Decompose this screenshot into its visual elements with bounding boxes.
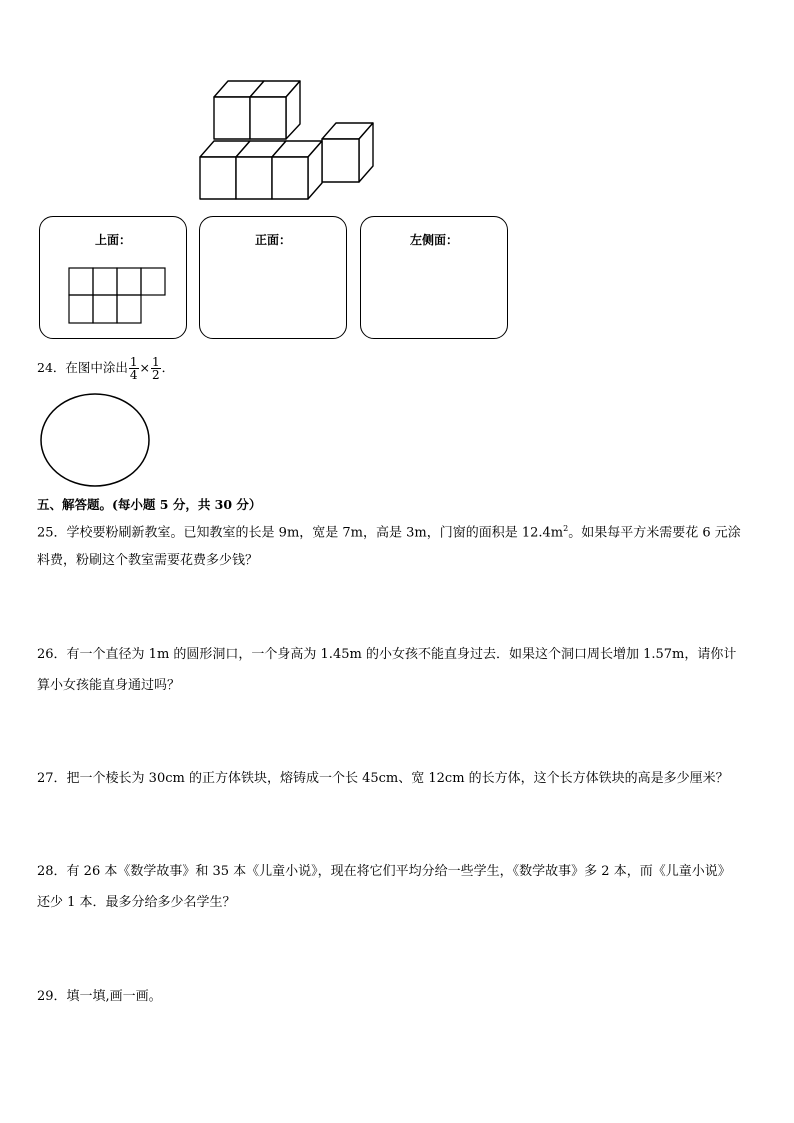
fraction-numerator: 1 — [152, 355, 160, 369]
q25-text: 25．学校要粉刷新教室。已知教室的长是 9m，宽是 7m，高是 3m，门窗的面积是 12.4m — [37, 525, 564, 541]
question-28-line-2: 还少 1 本．最多分给多少名学生？ — [37, 895, 236, 910]
q25-text-end: 。如果每平方米需要花 6 元涂 — [568, 525, 741, 541]
question-24 — [37, 356, 174, 381]
top-view-panel — [39, 216, 187, 339]
top-view-label: 上面： — [94, 233, 131, 247]
fraction-one-half — [151, 356, 161, 381]
question-28-line-1: 28．有 26 本《数学故事》和 35 本《儿童小说》，现在将它们平均分给一些学生，《数学故事》多 2 本，而《儿童小说》 — [37, 864, 731, 879]
question-27: 27．把一个棱长为 30cm 的正方体铁块，熔铸成一个长 45cm、宽 12cm 的长方体，这个长方体铁块的高是多少厘米？ — [37, 771, 729, 786]
fraction-numerator: 1 — [129, 355, 138, 369]
fraction-one-quarter — [129, 356, 139, 381]
left-view-panel — [360, 216, 508, 339]
front-view-label: 正面： — [254, 233, 291, 247]
fraction-denominator: 4 — [129, 368, 138, 382]
left-view-label: 左侧面： — [409, 233, 458, 247]
question-26-line-2: 算小女孩能直身通过吗？ — [37, 678, 181, 693]
superscript-two: 2 — [563, 524, 569, 533]
q24-suffix: ． — [161, 360, 175, 375]
top-view-grid — [40, 217, 188, 340]
question-29: 29．填一填,画一画。 — [37, 989, 162, 1004]
q24-text: 24．在图中涂出 — [37, 360, 128, 375]
section-heading: 五、解答题。(每小题 5 分，共 30 分） — [37, 497, 262, 512]
circle-figure — [38, 391, 154, 489]
front-view-panel — [199, 216, 347, 339]
cube-stack-figure — [195, 75, 380, 205]
question-26-line-1: 26．有一个直径为 1m 的圆形洞口，一个身高为 1.45m 的小女孩不能直身过去．如果这个洞口周长增加 1.57m，请你计 — [37, 647, 737, 662]
question-25-line-2: 料费，粉刷这个教室需要花费多少钱？ — [37, 553, 259, 568]
times-sign: × — [139, 360, 151, 375]
fraction-denominator: 2 — [152, 368, 160, 382]
question-25-line-1 — [37, 521, 741, 541]
